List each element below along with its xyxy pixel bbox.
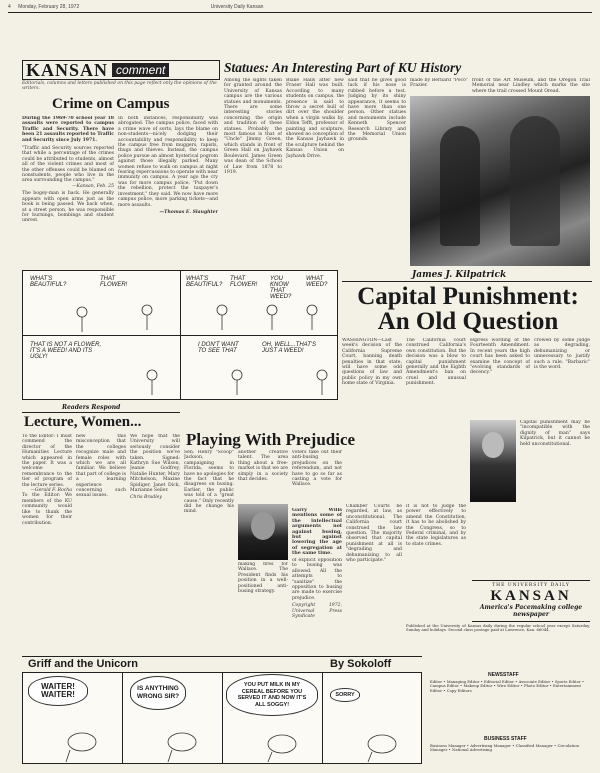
prejudice-col-3: making fires for Wallace. The President finds his position in a well-positioned anti-busing strategy. <box>238 562 288 595</box>
comic-bubble-8: I DON'T WANT TO SEE THAT <box>198 342 239 354</box>
crime-col-1: During the 1969-70 school year 18 assaults were reported to campus Traffic and Security. There have been 21 assaults reported to Traffic and Security since July 1971. "Traffic and Security sources reported that while a percentage of the crimes could be attributed to students, almost all of the violent crimes and most of the other offenses could be blamed on nonstudents, people who live in the area surrounding the campus." —Kansan, Feb. 25 The bogey-man is back. He generally appears with open arms just as the book is being passed. We back when, at a street person, he was responsible for burnings, bombings and student unrest. <box>22 116 114 224</box>
kilpatrick-photo <box>470 420 516 502</box>
griff-bubble-1: WAITER! WAITER! <box>28 676 88 706</box>
statues-col-2: Blake Halls after new Fraser Hall was built. According to many students on campus, the presence is said to throw a secret bull of dirt over the shoulder when a virgin walks by. Eldon Tefft, professor of painting and sculpture, showed no conception of the Kansas Jayhawk in the sculpture behind the Kansas Union on Jayhawk Drive. <box>286 78 344 159</box>
masthead-kansan: KANSAN <box>26 59 109 80</box>
readers-col-2: new this misconception that the colleges recognize male and female roles with which we are all familiar. We believe that part of college is a learning experience concerning such sexual issues. <box>76 434 126 499</box>
wills-photo <box>238 504 288 560</box>
readers-sig-1: —Gerald F. Rocha <box>30 488 72 494</box>
masthead-comment: comment <box>112 63 169 77</box>
prejudice-col-7: it is not to judge the power effectively to amend the Constitution, it has to be abolished by the Congress, so to Federal criminal, and by the state legislatures as to state crimes. <box>406 504 466 547</box>
prejudice-credit: Copyright 1972, Universal Press Syndicate <box>292 603 342 620</box>
crime-lead: During the 1969-70 school year 18 assaults were reported to campus Traffic and Security. There have been 21 assaults reported to Traffic and Security since July 1971. <box>22 116 114 143</box>
comic-bubble-2: THAT FLOWER! <box>100 276 128 288</box>
newsstaff-list: Editor • Managing Editor • Editorial Editor • Associate Editor • Sports Editor • Campus Editor • Makeup Editor • Wire Editor • Photo Editor • Entertainment Editor • Copy Editors <box>430 680 585 693</box>
griff-bubble-3: YOU PUT MILK IN MY CEREAL BEFORE YOU SERVED IT AND NOW IT'S ALL SOGGY! <box>226 674 318 716</box>
statues-col-1: Among the sights taken for granted around the University of Kansas campus are the various statues and monuments. There are some interesting stories concerning the origin and tradition of these statues. Probably the most famous is that of "Uncle" Jimmy Green, which stands in front of Green Hall on Jayhawk Boulevard. James Green was dean of the School of Law from 1878 to 1919. <box>224 78 282 175</box>
readers-sig-2: Chris Bradley <box>130 495 162 501</box>
comic-bubble-9: OH, WELL...THAT'S JUST A WEED! <box>262 342 317 354</box>
prejudice-col-2: another creative talent. The area thing about a free-market is that we are simply in a society that decides. <box>238 450 288 483</box>
statues-col-3: said that he gives good luck if his nose is rubbed before a test. Judging by its shiny appearance, it seems to have more than one person. Other statues and monuments include Kenneth Spencer Research Library and the Memorial Union grounds. <box>348 78 406 143</box>
nameplate-kansan: KANSAN <box>490 588 572 604</box>
prejudice-col-5: of explicit opposition to busing was allowed. All the attempts to "sanitize" the opposition to busing are made to exercise prejudice. Copyright 1972, Universal Press Syndicate <box>292 558 342 620</box>
prejudice-caption: Garry Wills mentions some of the intellectual arguments not against busing, but against lowering the age of segregation at the same time. <box>292 508 342 556</box>
paper-name: University Daily Kansan <box>210 4 264 10</box>
kilpatrick-col-4: crowed by some judge as degrading, dehumanizing or unnecessary to justify such a rule. "Barbaric" is the word. <box>534 338 590 371</box>
comic-bubble-1: WHAT'S BEAUTIFUL? <box>30 276 67 288</box>
comic-bubble-7: THAT IS NOT A FLOWER, IT'S A WEED! AND ITS UGLY! <box>30 342 102 360</box>
statues-col-4: made by Bernard "Poco" Frazier. <box>410 78 468 89</box>
readers-title: Lecture, Women... <box>24 414 142 430</box>
griff-title: Griff and the Unicorn <box>28 658 138 670</box>
statues-col-5: front of the Art Museum, and the Oregon Trail Memorial near Lindley which marks the site where the trail crossed Mount Oread. <box>472 78 590 94</box>
kilpatrick-byline: James J. Kilpatrick <box>412 270 507 280</box>
prejudice-col-4: voters take out their anti-busing prejudices on the referendum, and not have to go so far as casting a vote for Wallace. <box>292 450 342 488</box>
nameplate-motto: America's Pacemaking college newspaper <box>479 604 583 618</box>
nameplate-udk: THE UNIVERSITY DAILY <box>492 583 570 588</box>
publication-notice: Published at the University of Kansas daily during the regular school year except Saturday, Sunday and holidays. Second class postage paid at Lawrence, Kan. 66044. <box>406 624 590 633</box>
comic-bubble-3: WHAT'S BEAUTIFUL? <box>186 276 223 288</box>
business-staff-list: Business Manager • Advertising Manager • Classified Manager • Circulation Manager • National Advertising <box>430 744 579 753</box>
prejudice-col-1: Sen. Henry "Scoop" Jackson, campaigning in Florida, seems to have no apologies for the fact that he disagrees on busing. Earlier, the public was told of a "great cause." Only recently did he change his mind. <box>184 450 234 515</box>
griff-byline: By Sokoloff <box>330 658 392 670</box>
griff-bubble-2: IS ANYTHING WRONG SIR? <box>130 676 186 710</box>
comic-bubble-5: YOU KNOW THAT WEED? <box>270 276 292 300</box>
kansan-comment-masthead <box>22 60 220 80</box>
kansan-nameplate-box <box>472 580 590 622</box>
page-date: Monday, February 28, 1972 <box>18 4 80 10</box>
crime-title: Crime on Campus <box>52 96 170 112</box>
kilpatrick-col-5: Capital punishment may be "incompatible with the dignity of man" says Kilpatrick, but it cannot be held unconstitutional. <box>520 420 590 447</box>
kilpatrick-col-3: express wording of the Fourteenth Amendment. In recent years the high court has been asked to examine the concept of "evolving standards of decency." <box>470 338 530 376</box>
comic-bubble-4: THAT FLOWER! <box>230 276 258 288</box>
crime-quote-source: —Kansan, Feb. 25 <box>71 183 114 189</box>
crime-col-2: In both instances, responsibility was abrogated. The campus police, faced with a crime wave of sorts, lays the blame on non-students—nicely dodging their accountability and responsibility to keep the campus free from muggers, rapists, thugs and thieves. Instead, the campus police pursue an almost hysterical pogrom against those illegally parked. Many women refuse to walk on campus at night fearing repercussions to operate with near immunity on campus. A year ago the cry was for more campus police. "Put down the rebellion, protect the taxpayer's investment," they said. We now have more campus police, more parking tickets—and more assaults. —Thomas E. Slaughter <box>118 116 218 215</box>
comic-bubble-6: WHAT WEED? <box>306 276 328 288</box>
business-staff-label: BUSINESS STAFF <box>484 736 527 742</box>
page-number: 4 <box>8 4 11 10</box>
kilpatrick-col-1: WASHINGTON—Last week's decision of the California Supreme Court, banning death penalties in that state, will have some odd questions of law and public policy in my own home state of Virginia. <box>342 338 402 387</box>
griff-bubble-4: SORRY <box>330 688 360 702</box>
crime-signature: —Thomas E. Slaughter <box>159 209 218 215</box>
statue-photo <box>410 96 590 266</box>
kilpatrick-title: Capital Punishment: An Old Question <box>357 283 579 335</box>
comic-figures <box>22 270 338 400</box>
masthead-tagline: Editorials, columns and letters published on this page reflect only the opinions of the writers. <box>22 81 217 91</box>
statues-title: Statues: An Interesting Part of KU History <box>224 60 462 75</box>
readers-col-1: To the Editor: I must commend the director of the Humanities Lecture which appeared in the paper. It was a welcome remembrance to the tier of program of the lecture series. —Gerald F. Rocha To the Editor: We members of the KU community would like to thank the women for their contribution. <box>22 434 72 526</box>
griff-figures <box>22 672 422 764</box>
prejudice-col-6: Chamber Courts be regarded, at law, as unconstitutional. The California court construed the law question. The majority observed that capital punishment at all is "degrading and dehumanizing to all who participate." <box>346 504 402 564</box>
kilpatrick-col-2: The California court construed California's own constitution. But the decision was a blow to capital punishment generally and the Eighth Amendment's ban on cruel and unusual punishment. <box>406 338 466 387</box>
prejudice-title: Playing With Prejudice <box>186 430 356 449</box>
newsstaff-label: NEWSSTAFF <box>488 672 519 678</box>
readers-col-3: We hope that the University will seriously consider the position we've taken. Signed: Kathryn Sue Wilson, Jeanie Godfrey, Natalie Hunter, Mary Mitchelson, Maxine Spidiger, Janet Dick, Marianne Seiler. Chris Bradley <box>130 434 180 501</box>
readers-label: Readers Respond <box>62 404 121 411</box>
